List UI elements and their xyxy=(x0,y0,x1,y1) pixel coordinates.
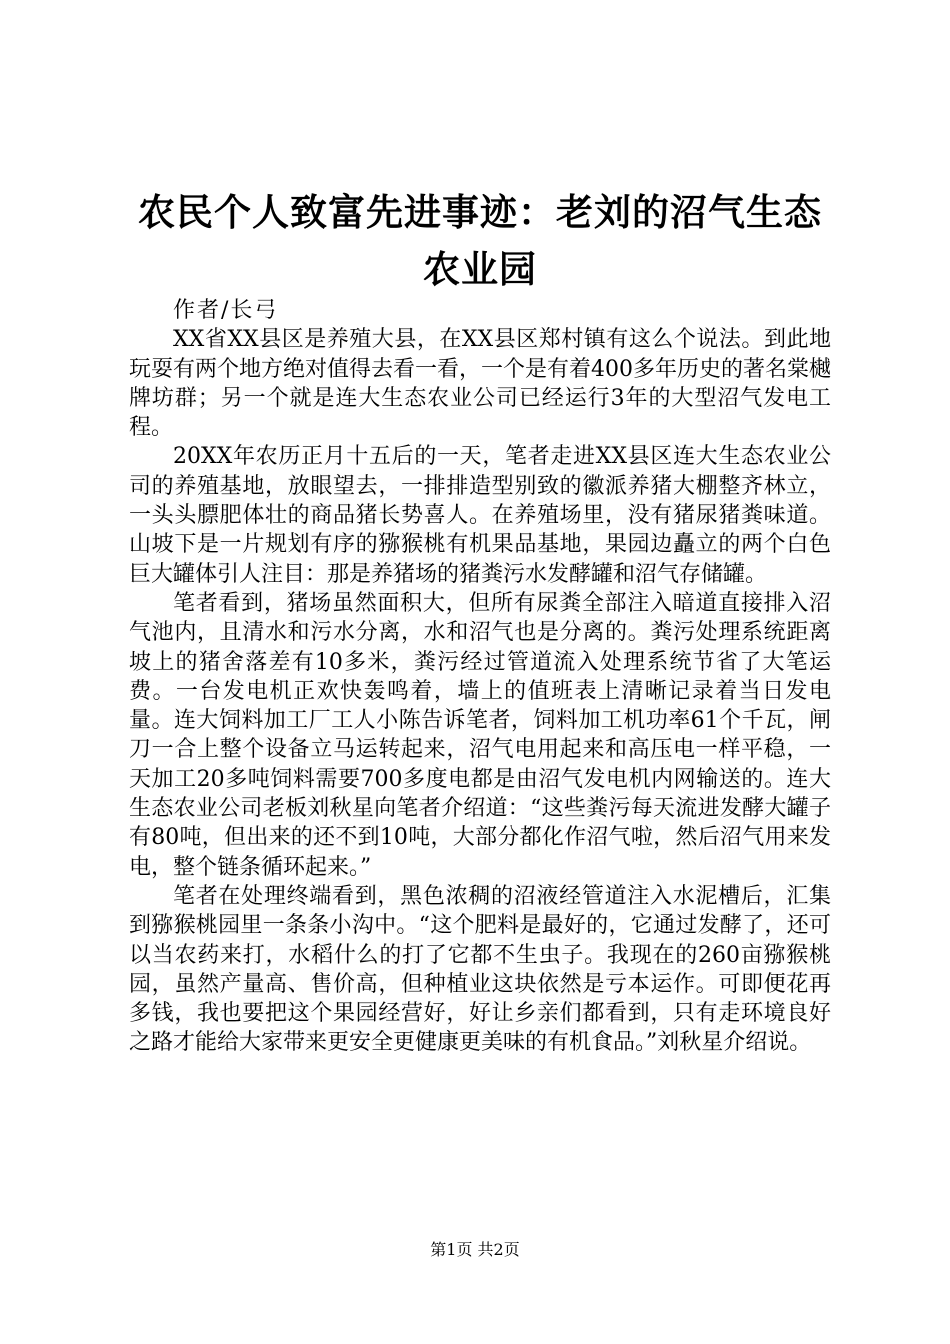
paragraph-4: 笔者在处理终端看到，黑色浓稠的沼液经管道注入水泥槽后，汇集到猕猴桃园里一条条小沟中。“这个肥料是最好的，它通过发酵了，还可以当农药来打，水稻什么的打了它都不生虫子。我现在的260亩猕猴桃园，虽然产量高、售价高，但种植业这块依然是亏本运作。可即便花再多钱，我也要把这个果园经营好，好让乡亲们都看到，只有走环境良好之路才能给大家带来更安全更健康更美味的有机食品。”刘秋星介绍说。 xyxy=(129,883,831,1056)
author-line: 作者/长弓 xyxy=(173,298,279,323)
page-footer xyxy=(0,1240,950,1260)
document-title: 农民个人致富先进事迹：老刘的沼气生态农业园 xyxy=(138,191,822,291)
paragraph-2: 20XX年农历正月十五后的一天，笔者走进XX县区连大生态农业公司的养殖基地，放眼望去，一排排造型别致的徽派养猪大棚整齐林立，一头头膘肥体壮的商品猪长势喜人。在养殖场里，没有猪尿猪粪味道。山坡下是一片规划有序的猕猴桃有机果品基地，果园边矗立的两个白色巨大罐体引人注目：那是养猪场的猪粪污水发酵罐和沼气存储罐。 xyxy=(129,444,831,587)
document-body xyxy=(129,296,831,1058)
page-number: 第1页 共2页 xyxy=(430,1240,520,1259)
paragraph-3: 笔者看到，猪场虽然面积大，但所有尿粪全部注入暗道直接排入沼气池内，且清水和污水分离，水和沼气也是分离的。粪污处理系统距离坡上的猪舍落差有10多米，粪污经过管道流入处理系统节省了大笔运费。一台发电机正欢快轰鸣着，墙上的值班表上清晰记录着当日发电量。连大饲料加工厂工人小陈告诉笔者，饲料加工机功率61个千瓦，闸刀一合上整个设备立马运转起来，沼气电用起来和高压电一样平稳，一天加工20多吨饲料需要700多度电都是由沼气发电机内网输送的。连大生态农业公司老板刘秋星向笔者介绍道：“这些粪污每天流进发酵大罐子有80吨，但出来的还不到10吨，大部分都化作沼气啦，然后沼气用来发电，整个链条循环起来。” xyxy=(129,590,831,880)
paragraph-1: XX省XX县区是养殖大县，在XX县区郑村镇有这么个说法。到此地玩耍有两个地方绝对值得去看一看，一个是有着400多年历史的著名棠樾牌坊群；另一个就是连大生态农业公司已经运行3年的大型沼气发电工程。 xyxy=(129,327,831,441)
